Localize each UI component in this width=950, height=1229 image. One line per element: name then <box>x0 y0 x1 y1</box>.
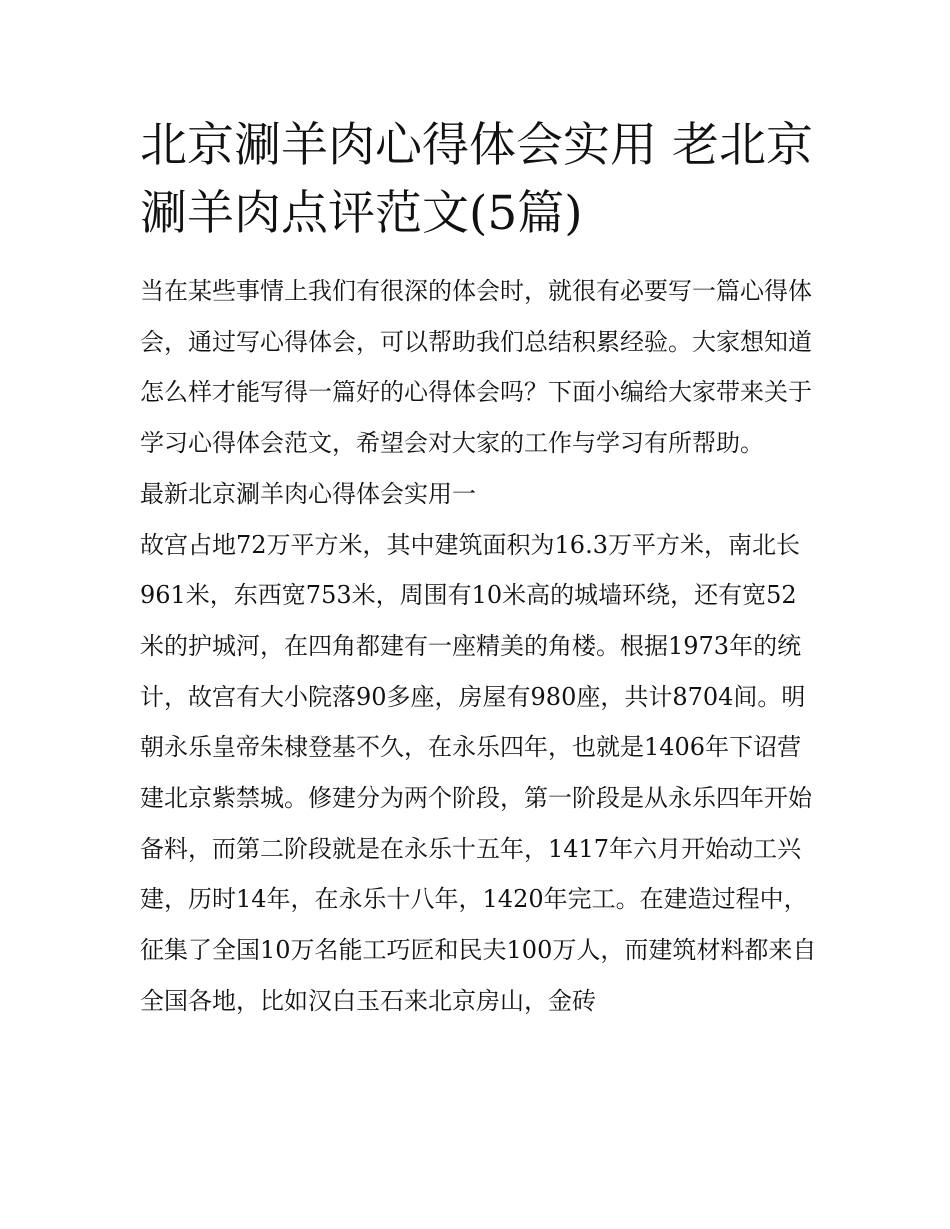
intro-paragraph: 当在某些事情上我们有很深的体会时，就很有必要写一篇心得体会，通过写心得体会，可以帮助我们总结积累经验。大家想知道怎么样才能写得一篇好的心得体会吗？下面小编给大家带来关于学习心得体会范文，希望会对大家的工作与学习有所帮助。 <box>140 277 812 458</box>
body-paragraph: 故宫占地72万平方米，其中建筑面积为16.3万平方米，南北长961米，东西宽753米，周围有10米高的城墙环绕，还有宽52米的护城河，在四角都建有一座精美的角楼。根据1973年的统计，故宫有大小院落90多座，房屋有980座，共计8704间。明朝永乐皇帝朱棣登基不久，在永乐四年，也就是1406年下诏营建北京紫禁城。修建分为两个阶段，第一阶段是从永乐四年开始备料，而第二阶段就是在永乐十五年，1417年六月开始动工兴建，历时14年，在永乐十八年，1420年完工。在建造过程中，征集了全国10万名能工巧匠和民夫100万人，而建筑材料都来自全国各地，比如汉白玉石来北京房山，金砖 <box>140 530 817 1015</box>
document-title: 北京涮羊肉心得体会实用 老北京涮羊肉点评范文(5篇) <box>140 118 813 241</box>
section-heading: 最新北京涮羊肉心得体会实用一 <box>140 479 476 508</box>
document-body <box>140 112 820 1027</box>
